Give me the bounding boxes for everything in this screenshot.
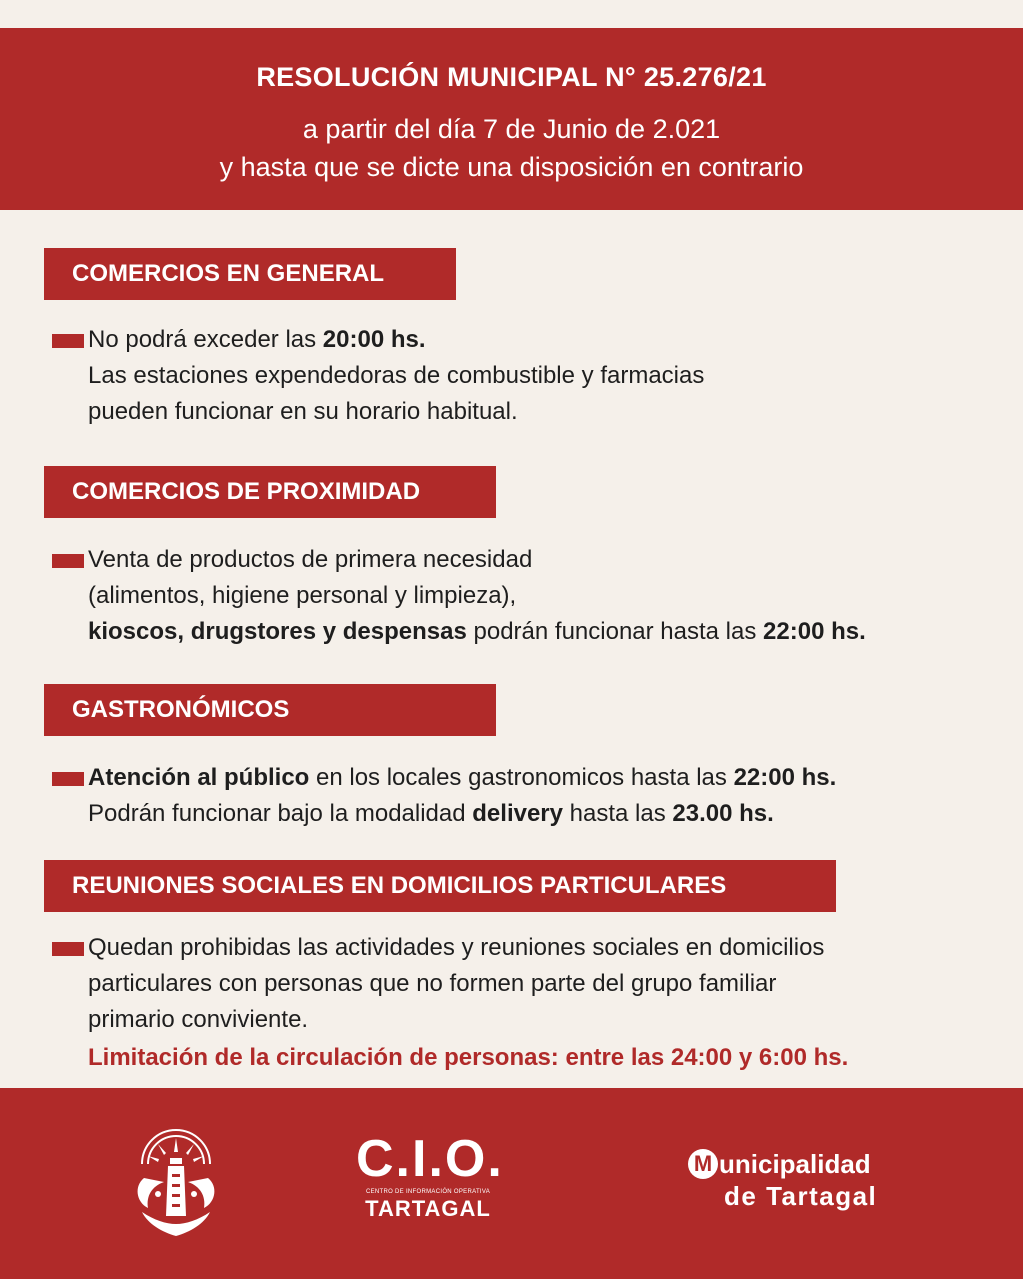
text: podrán funcionar hasta las [466, 618, 764, 645]
header-banner [0, 28, 1023, 210]
municipalidad-m-badge: M [688, 1149, 718, 1179]
validity-note: y hasta que se dicte una disposición en contrario [219, 152, 804, 182]
bullet-marker [52, 554, 84, 568]
text: Venta de productos de primera necesidad [88, 546, 533, 573]
bullet-marker [52, 942, 84, 956]
section-title-comercios-proximidad: COMERCIOS DE PROXIMIDAD [44, 466, 496, 518]
closing-time: 22:00 hs. [763, 618, 866, 645]
text: delivery [472, 800, 563, 827]
closing-time: 23.00 hs. [672, 800, 774, 827]
section-body-gastronomicos [88, 760, 836, 832]
bullet-marker [52, 772, 84, 786]
text: hasta las [563, 800, 673, 827]
curfew-notice: Limitación de la circulación de personas: entre las 24:00 y 6:00 hs. [88, 1044, 849, 1071]
cio-acronym: C.I.O. [356, 1130, 504, 1188]
footer-banner [0, 1088, 1023, 1279]
municipalidad-word: unicipalidad [719, 1149, 871, 1179]
bullet-marker [52, 334, 84, 348]
cio-city: TARTAGAL [365, 1196, 491, 1221]
text: No podrá exceder las [88, 326, 323, 353]
text: particulares con personas que no formen parte del grupo familiar [88, 970, 777, 997]
municipal-crest-icon [128, 1124, 224, 1244]
municipalidad-city: de Tartagal [724, 1181, 878, 1211]
text: Las estaciones expendedoras de combustible y farmacias [88, 362, 705, 389]
municipalidad-logo [688, 1148, 877, 1212]
effective-date: a partir del día 7 de Junio de 2.021 [302, 114, 721, 144]
section-body-comercios-general [88, 322, 704, 430]
cio-fullname: CENTRO DE INFORMACIÓN OPERATIVA [365, 1189, 491, 1195]
text: (alimentos, higiene personal y limpieza), [88, 582, 517, 609]
closing-time: 22:00 hs. [733, 764, 837, 791]
text: primario conviviente. [88, 1006, 309, 1033]
resolution-title: RESOLUCIÓN MUNICIPAL N° 25.276/21 [256, 62, 767, 92]
section-body-comercios-proximidad [88, 542, 866, 650]
text: Quedan prohibidas las actividades y reuniones sociales en domicilios [88, 934, 825, 961]
text: pueden funcionar en su horario habitual. [88, 398, 518, 425]
closing-time: 20:00 hs. [322, 326, 426, 353]
section-title-gastronomicos: GASTRONÓMICOS [44, 684, 496, 736]
section-title-comercios-general: COMERCIOS EN GENERAL [44, 248, 456, 300]
cio-logo [356, 1130, 504, 1221]
text: en los locales gastronomicos hasta las [309, 764, 734, 791]
text: Atención al público [88, 764, 310, 791]
section-body-reuniones-sociales [88, 930, 848, 1076]
text: Podrán funcionar bajo la modalidad [88, 800, 473, 827]
section-title-reuniones-sociales: REUNIONES SOCIALES EN DOMICILIOS PARTICULARES [44, 860, 836, 912]
text: kioscos, drugstores y despensas [88, 618, 467, 645]
